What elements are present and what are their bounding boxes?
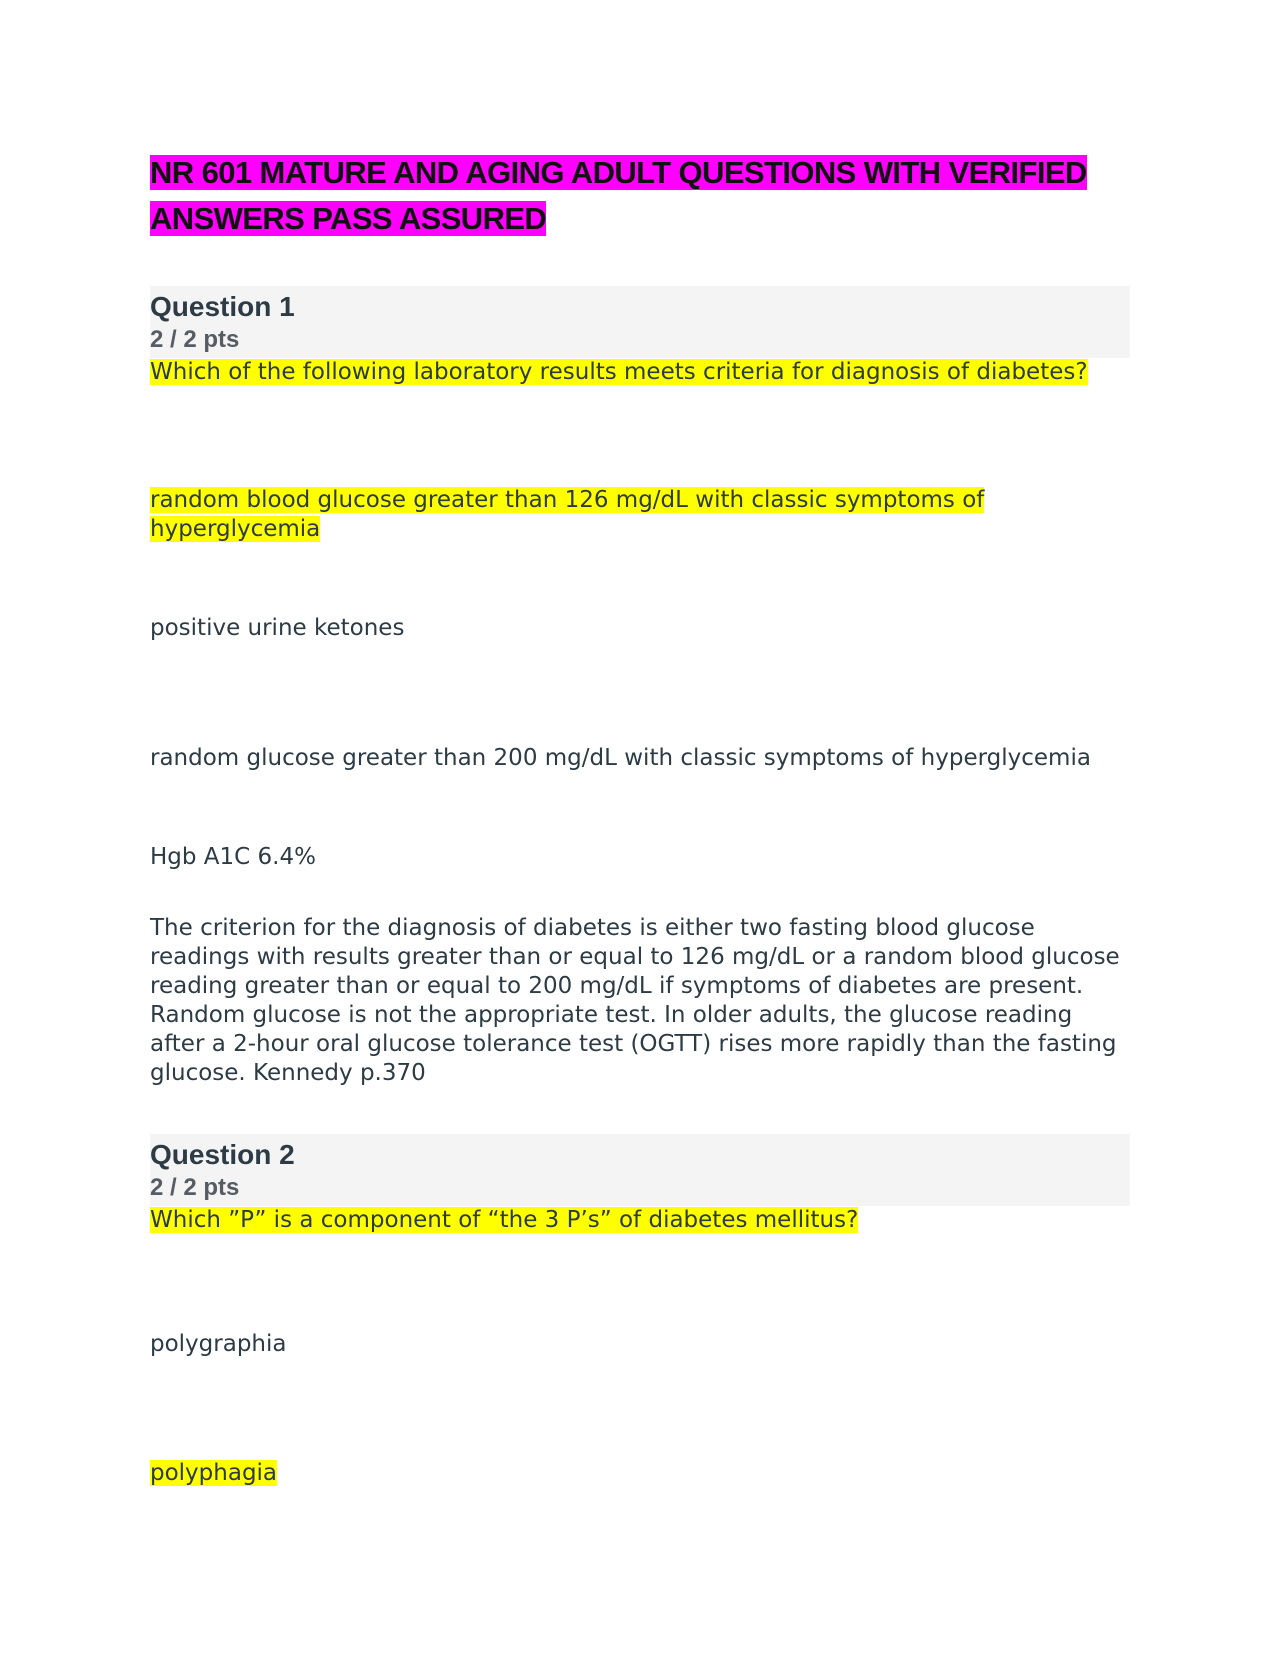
question-number: Question 1 xyxy=(150,291,295,322)
question-points: 2 / 2 pts xyxy=(150,1174,240,1201)
answer-option xyxy=(150,486,1130,544)
question-points: 2 / 2 pts xyxy=(150,326,240,353)
answer-option: positive urine ketones xyxy=(150,615,405,641)
question-header xyxy=(150,286,1130,358)
question-prompt-text: Which of the following laboratory results meets criteria for diagnosis of diabetes? xyxy=(150,359,1088,385)
question-prompt xyxy=(150,358,1130,387)
answer-option-text: polyphagia xyxy=(150,1460,278,1486)
answer-explanation: The criterion for the diagnosis of diabetes is either two fasting blood glucose readings with results greater than or equal to 126 mg/dL or a random blood glucose reading greater than or equal to 200 mg/dL if symptoms of diabetes are present. Random glucose is not the appropriate test. In older adults, the glucose reading after a 2-hour oral glucose tolerance test (OGTT) rises more rapidly than the fasting glucose. Kennedy p.370 xyxy=(150,915,1120,1086)
question-header xyxy=(150,1134,1130,1206)
answer-option: Hgb A1C 6.4% xyxy=(150,844,316,870)
answer-option xyxy=(150,1459,1130,1488)
answer-option-text: random blood glucose greater than 126 mg/dL with classic symptoms of hyperglycemia xyxy=(150,487,985,542)
answer-option: random glucose greater than 200 mg/dL with classic symptoms of hyperglycemia xyxy=(150,745,1091,771)
question-number: Question 2 xyxy=(150,1139,295,1170)
question-prompt-text: Which ”P” is a component of “the 3 P’s” of diabetes mellitus? xyxy=(150,1207,859,1233)
question-prompt xyxy=(150,1206,1130,1235)
document-title xyxy=(150,150,1130,242)
answer-option: polygraphia xyxy=(150,1331,287,1357)
document-content xyxy=(150,150,1130,1488)
document-title-text: NR 601 MATURE AND AGING ADULT QUESTIONS WITH VERIFIED ANSWERS PASS ASSURED xyxy=(150,155,1087,236)
